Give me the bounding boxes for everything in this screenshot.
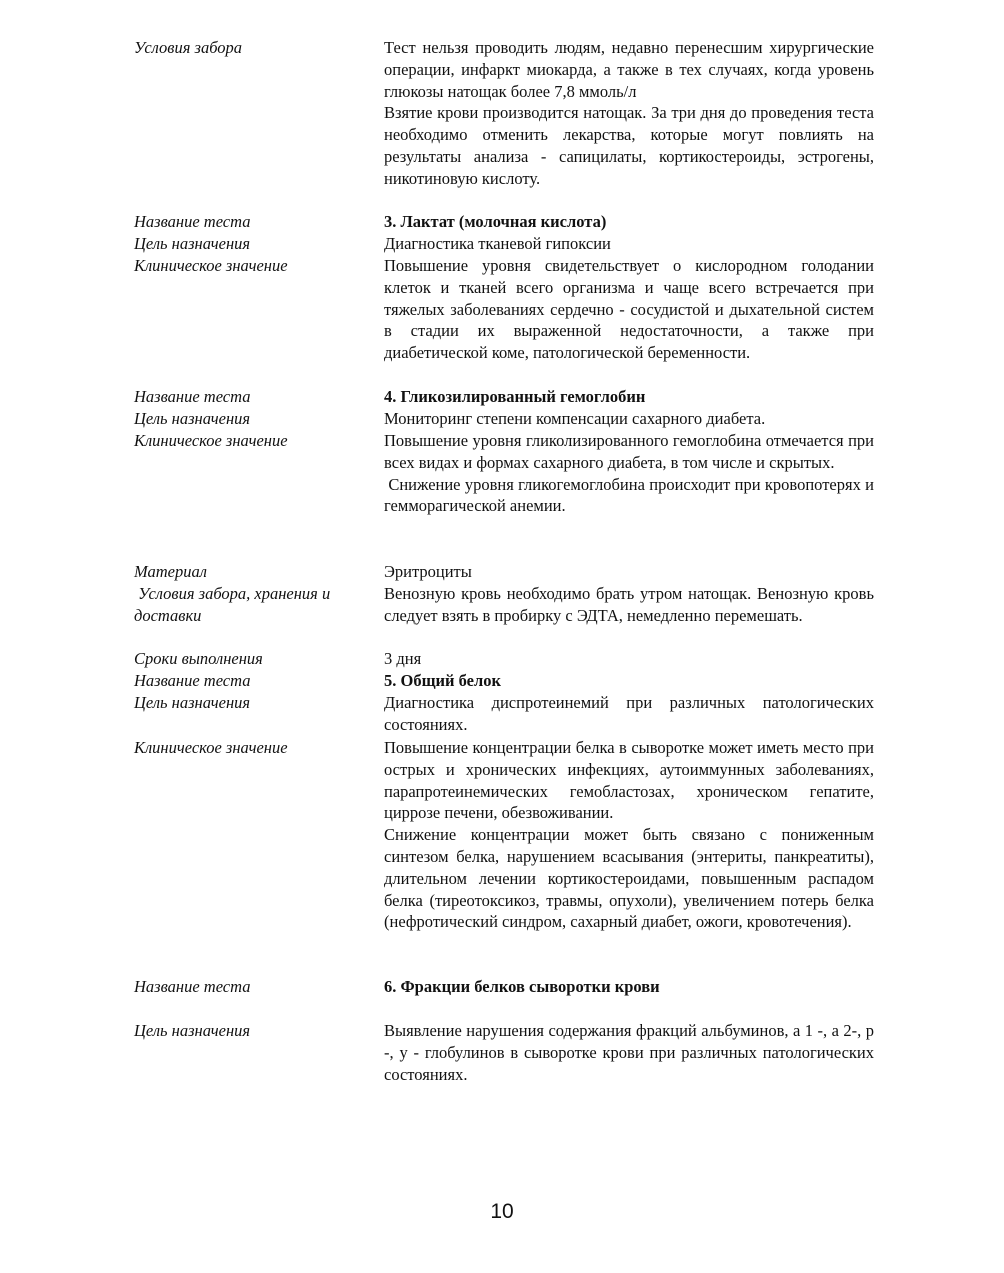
field-value: Повышение уровня свидетельствует о кислородном голодании клеток и тканей всего организма и чаще всего встречается при тяжелых заболеваниях сердечно - сосудистой и дыхательной систем в стадии их выраженной недостаточности, а также при диабетической коме, патологической беременности. [384, 256, 874, 363]
field-label: Цель назначения [134, 409, 251, 428]
paragraph: Снижение уровня гликогемоглобина происходит при кровопотерях и гемморагической анемии. [384, 474, 879, 516]
field-value [384, 737, 874, 933]
paragraph: Повышение концентрации белка в сыворотке может иметь место при острых и хронических инфекциях, аутоиммунных заболеваниях, парапротеинемических гемобластозах, хроническом гепатите, циррозе печени, обезвоживании. [384, 738, 874, 823]
field-label: Название теста [134, 977, 251, 996]
field-label: Клиническое значение [134, 431, 288, 450]
field-label: Клиническое значение [134, 256, 288, 275]
paragraph: Тест нельзя проводить людям, недавно перенесшим хирургические операции, инфаркт миокарда, а также в тех случаях, когда уровень глюкозы натощак более 7,8 ммоль/л [384, 38, 874, 101]
field-value [384, 37, 874, 190]
paragraph: Снижение концентрации может быть связано с пониженным синтезом белка, нарушением всасывания (энтериты, панкреатиты), длительном лечении кортикостероидами, повышенным распадом белка (тиреотоксикоз, травмы, опухоли), увеличением потерь белка (нефротический синдром, сахарный диабет, ожоги, кровотечения). [384, 825, 874, 932]
field-label: Материал [134, 562, 207, 581]
paragraph: Взятие крови производится натощак. За три дня до проведения теста необходимо отменить лекарства, которые могут повлиять на результаты анализа - сапицилаты, кортикостероиды, эстрогены, никотиновую кислоту. [384, 103, 874, 188]
field-value: Венозную кровь необходимо брать утром натощак. Венозную кровь следует взять в пробирку с ЭДТА, немедленно перемешать. [384, 584, 874, 625]
field-label: Цель назначения [134, 693, 251, 712]
field-label: Название теста [134, 387, 251, 406]
test-title: 6. Фракции белков сыворотки крови [384, 977, 660, 996]
test-title: 5. Общий белок [384, 671, 502, 690]
field-value: Эритроциты [384, 562, 472, 581]
field-label: Название теста [134, 212, 251, 231]
field-label: Условия забора, хранения и доставки [134, 584, 335, 625]
field-value [384, 430, 879, 517]
field-value: Мониторинг степени компенсации сахарного диабета. [384, 409, 766, 428]
field-value: 3 дня [384, 649, 422, 668]
page-number: 10 [490, 1200, 514, 1223]
field-value: Диагностика тканевой гипоксии [384, 234, 611, 253]
field-label: Клиническое значение [134, 738, 288, 757]
test-title: 3. Лактат (молочная кислота) [384, 212, 607, 231]
paragraph: Повышение уровня гликолизированного гемоглобина отмечается при всех видах и формах сахарного диабета, в том числе и скрытых. [384, 431, 874, 472]
field-label: Цель назначения [134, 1021, 251, 1040]
field-label: Условия забора [134, 38, 243, 57]
field-label: Сроки выполнения [134, 649, 263, 668]
field-label: Название теста [134, 671, 251, 690]
field-value: Выявление нарушения содержания фракций альбуминов, а 1 -, а 2-, р -, у - глобулинов в сыворотке крови при различных патологических состояниях. [384, 1021, 874, 1084]
field-value: Диагностика диспротеинемий при различных патологических состояниях. [384, 693, 874, 734]
field-label: Цель назначения [134, 234, 251, 253]
test-title: 4. Гликозилированный гемоглобин [384, 387, 646, 406]
